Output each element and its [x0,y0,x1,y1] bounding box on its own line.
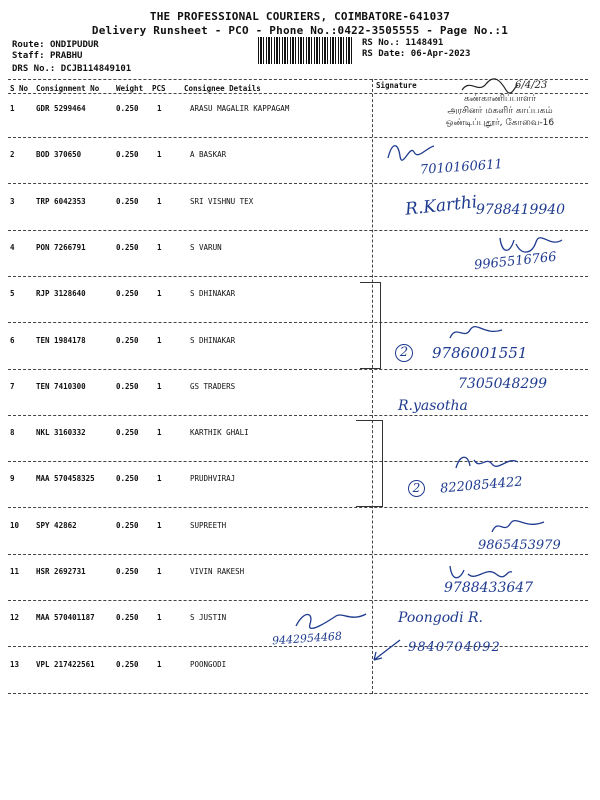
route-value: ONDIPUDUR [49,40,99,50]
rs-date-value: 06-Apr-2023 [410,49,471,59]
row-separator [8,276,588,277]
col-header-pcs: PCS [152,84,166,93]
drs-field [12,64,131,74]
staff-label: Staff: [12,51,45,61]
runsheet-title: Delivery Runsheet - PCO - Phone No.:0422-3505555 - Page No.:1 [91,24,509,37]
table-row [0,104,372,116]
rs-no-value: 1148491 [405,38,444,48]
row-pcs: 1 [157,521,162,530]
row-separator [8,183,588,184]
table-row [0,289,372,301]
row-sno: 13 [10,660,20,669]
handwritten-phone-10: 9865453979 [478,538,561,553]
row-separator [8,693,588,694]
row-separator [8,137,588,138]
stamp-line-2: அரசினர் மகளிர் காப்பகம் [447,106,553,116]
row-consignee: SRI VISHNU TEX [190,197,254,206]
rs-no-label: RS No.: [362,38,400,48]
row-pcs: 1 [157,660,162,669]
row-consignee: S DHINAKAR [190,289,236,298]
drs-value: DCJB114849101 [60,64,132,74]
handwritten-name-7: R.yasotha [398,398,468,414]
table-row [0,197,372,209]
row-pcs: 1 [157,567,162,576]
row-consignment-no: MAA 570458325 [36,474,95,483]
table-row [0,382,372,394]
handwritten-phone-6: 9786001551 [432,344,528,362]
handwritten-phone-4: 9965516766 [473,249,558,274]
signature-scribble-9 [452,450,522,474]
handwritten-phone-12b: 9840704092 [408,640,501,655]
row-consignment-no: MAA 570401187 [36,613,95,622]
row-weight: 0.250 [116,336,139,345]
row-consignee: POONGODI [190,660,227,669]
signature-column-divider [372,79,373,694]
signature-scribble-10 [488,516,548,538]
company-title: THE PROFESSIONAL COURIERS, COIMBATORE-641037 [149,10,451,23]
row-weight: 0.250 [116,428,139,437]
staff-value: PRABHU [49,51,83,61]
row-consignee: S JUSTIN [190,613,227,622]
row-consignee: GS TRADERS [190,382,236,391]
row-sno: 6 [10,336,15,345]
row-sno: 9 [10,474,15,483]
handwritten-phone-2: 7010160611 [419,157,504,178]
row-consignee: KARTHIK GHALI [190,428,249,437]
row-separator [8,554,588,555]
route-field [12,40,99,50]
col-header-consignment: Consignment No [36,84,100,93]
signature-scribble-1 [460,76,520,96]
row-consignment-no: NKL 3160332 [36,428,86,437]
row-pcs: 1 [157,150,162,159]
row-sno: 3 [10,197,15,206]
handwritten-phone-11: 9788433647 [444,580,534,596]
drs-label: DRS No.: [12,64,56,74]
row-sno: 10 [10,521,20,530]
row-pcs: 1 [157,474,162,483]
rs-date-field [362,49,470,59]
row-separator [8,369,588,370]
row-separator [8,507,588,508]
row-consignment-no: GDR 5299464 [36,104,86,113]
table-row [0,521,372,533]
row-separator [8,230,588,231]
handwritten-name-3: R.Karthi [404,192,479,220]
barcode-image [258,37,354,64]
handwritten-phone-3: 9788419940 [476,202,566,218]
handwritten-name-12: Poongodi R. [398,610,483,626]
row-weight: 0.250 [116,474,139,483]
row-consignment-no: PON 7266791 [36,243,86,252]
col-header-weight: Weight [116,84,144,93]
col-header-consignee: Consignee Details [184,84,261,93]
row-pcs: 1 [157,382,162,391]
row-consignee: VIVIN RAKESH [190,567,245,576]
row-sno: 11 [10,567,20,576]
row-consignee: S VARUN [190,243,222,252]
row-consignee: S DHINAKAR [190,336,236,345]
row-consignee: A BASKAR [190,150,227,159]
row-pcs: 1 [157,197,162,206]
row-weight: 0.250 [116,521,139,530]
table-row [0,150,372,162]
row-sno: 7 [10,382,15,391]
row-consignment-no: RJP 3128640 [36,289,86,298]
row-sno: 1 [10,104,15,113]
row-weight: 0.250 [116,243,139,252]
row-consignment-no: TEN 1984178 [36,336,86,345]
row-pcs: 1 [157,104,162,113]
table-row [0,660,372,672]
row-consignment-no: HSR 2692731 [36,567,86,576]
table-row [0,428,372,440]
handwritten-count-9: 2 [408,480,425,497]
office-stamp [420,93,580,129]
pointer-arrow [368,636,404,666]
row-weight: 0.250 [116,197,139,206]
row-weight: 0.250 [116,382,139,391]
row-weight: 0.250 [116,567,139,576]
table-row [0,243,372,255]
row-sno: 5 [10,289,15,298]
stamp-date: 6/4/23 [515,80,548,91]
handwritten-phone-12a: 9442954468 [271,629,343,648]
row-consignment-no: BOD 370650 [36,150,82,159]
bracket-rows-5-6 [360,282,381,369]
row-consignee: PRUDHVIRAJ [190,474,236,483]
row-consignment-no: TRP 6042353 [36,197,86,206]
row-consignment-no: TEN 7410300 [36,382,86,391]
stamp-line-1: கண்காணிப்பாளர் [464,94,536,104]
row-consignment-no: SPY 42862 [36,521,77,530]
stamp-line-3: ஒண்டிப்புதூர், கோவை-16 [445,118,555,128]
handwritten-count-6: 2 [395,344,413,362]
row-pcs: 1 [157,289,162,298]
route-label: Route: [12,40,45,50]
row-weight: 0.250 [116,660,139,669]
row-separator [8,415,588,416]
row-pcs: 1 [157,428,162,437]
signature-scribble-6 [446,322,506,342]
row-weight: 0.250 [116,104,139,113]
row-pcs: 1 [157,336,162,345]
rs-no-field [362,38,443,48]
col-header-sno: S No [10,84,29,93]
row-weight: 0.250 [116,289,139,298]
table-row [0,474,372,486]
row-pcs: 1 [157,613,162,622]
col-header-signature: Signature [376,81,417,90]
row-weight: 0.250 [116,150,139,159]
staff-field [12,51,82,61]
row-sno: 4 [10,243,15,252]
row-weight: 0.250 [116,613,139,622]
row-consignee: ARASU MAGALIR KAPPAGAM [190,104,290,113]
table-row [0,336,372,348]
row-sno: 12 [10,613,20,622]
row-sno: 8 [10,428,15,437]
bracket-rows-8-9 [356,420,383,507]
row-separator [8,646,588,647]
row-sno: 2 [10,150,15,159]
rs-date-label: RS Date: [362,49,406,59]
handwritten-phone-7: 7305048299 [458,376,548,392]
row-consignment-no: VPL 217422561 [36,660,95,669]
row-consignee: SUPREETH [190,521,227,530]
row-separator [8,600,588,601]
table-row [0,567,372,579]
row-pcs: 1 [157,243,162,252]
signature-scribble-2 [384,138,444,164]
handwritten-phone-9: 8220854422 [439,474,524,497]
